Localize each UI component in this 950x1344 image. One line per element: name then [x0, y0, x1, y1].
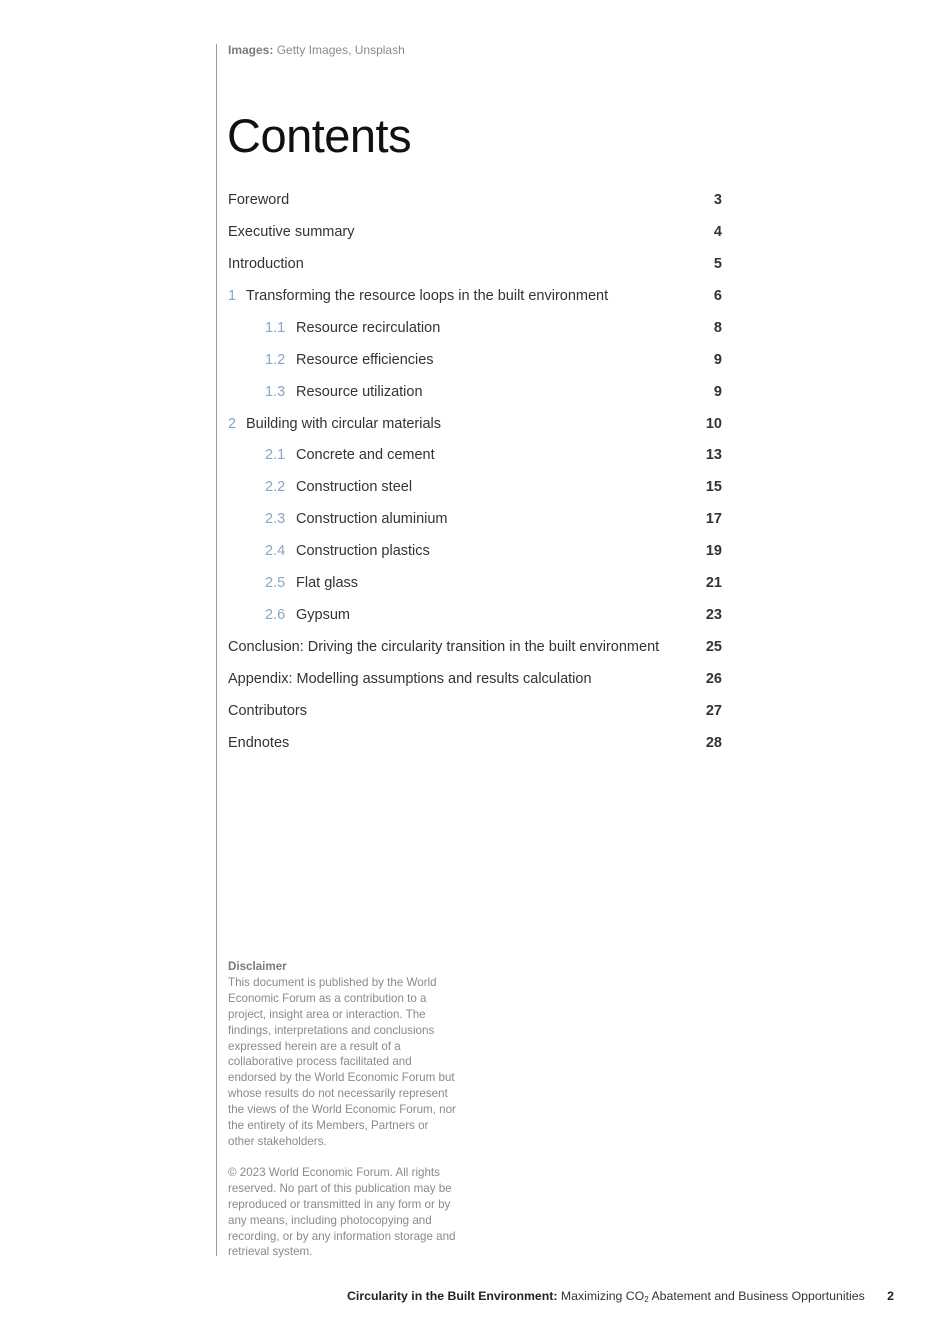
- toc-section-number: 1.3: [265, 383, 286, 400]
- toc-entry-label: Transforming the resource loops in the built environment: [246, 287, 609, 304]
- toc-page-number: 6: [713, 287, 722, 304]
- toc-entry-label-group: [228, 575, 682, 591]
- toc-entry-label: Flat glass: [296, 575, 359, 592]
- toc-section-number: 2.3: [265, 511, 286, 528]
- toc-entry[interactable]: [228, 312, 722, 344]
- toc-page-number: 3: [713, 191, 722, 208]
- toc-entry-label-group: [228, 384, 682, 400]
- toc-entry-label-group: [228, 671, 682, 687]
- toc-entry-label: Endnotes: [228, 734, 290, 751]
- toc-entry-label: Gypsum: [296, 607, 350, 624]
- footer-page-number: 2: [887, 1289, 894, 1303]
- toc-entry-label: Resource recirculation: [296, 319, 441, 336]
- toc-entry-label-group: [228, 703, 682, 719]
- toc-page-number: 21: [705, 575, 722, 592]
- toc-entry[interactable]: [228, 535, 722, 567]
- image-credits-label: Images:: [228, 43, 274, 57]
- toc-entry-label: Construction steel: [296, 479, 413, 496]
- toc-entry[interactable]: [228, 248, 722, 280]
- toc-entry[interactable]: [228, 184, 722, 216]
- toc-section-number: 2.2: [265, 479, 286, 496]
- toc-page-number: 25: [705, 639, 722, 656]
- toc-page-number: 9: [713, 351, 722, 368]
- toc-page-number: 9: [713, 383, 722, 400]
- toc-entry[interactable]: [228, 599, 722, 631]
- toc-page-number: 26: [705, 671, 722, 688]
- page-title: Contents: [227, 109, 412, 162]
- toc-entry-label: Contributors: [228, 702, 307, 719]
- toc-entry-label-group: [228, 639, 682, 655]
- toc-page-number: 10: [705, 415, 722, 432]
- toc-section-number: 2: [228, 415, 237, 432]
- toc-entry[interactable]: [228, 695, 722, 727]
- page-footer: [347, 1289, 894, 1304]
- toc-entry-label-group: [228, 224, 682, 240]
- footer-report-title: Circularity in the Built Environment:: [347, 1289, 558, 1303]
- toc-entry-label: Appendix: Modelling assumptions and results calculation: [228, 671, 592, 688]
- toc-entry[interactable]: [228, 216, 722, 248]
- toc-entry-label-group: [228, 320, 682, 336]
- toc-page-number: 4: [713, 223, 722, 240]
- toc-section-number: 2.4: [265, 543, 286, 560]
- toc-entry[interactable]: [228, 376, 722, 408]
- toc-entry-label-group: [228, 288, 682, 304]
- toc-entry[interactable]: [228, 408, 722, 440]
- toc-section-number: 2.1: [265, 447, 286, 464]
- toc-entry-label: Executive summary: [228, 223, 355, 240]
- toc-entry[interactable]: [228, 631, 722, 663]
- margin-rule: [216, 44, 217, 1256]
- toc-section-number: 1.2: [265, 351, 286, 368]
- toc-section-number: 2.6: [265, 607, 286, 624]
- toc-entry[interactable]: [228, 663, 722, 695]
- toc-entry-label: Resource efficiencies: [296, 351, 434, 368]
- toc-entry-label: Conclusion: Driving the circularity transition in the built environment: [228, 639, 660, 656]
- toc-page-number: 19: [705, 543, 722, 560]
- footer-subtitle-sub: 2: [644, 1295, 649, 1304]
- disclaimer: [228, 959, 456, 1260]
- table-of-contents: [228, 184, 722, 759]
- toc-entry-label-group: [228, 543, 682, 559]
- toc-page-number: 15: [705, 479, 722, 496]
- toc-entry[interactable]: [228, 440, 722, 472]
- disclaimer-body: This document is published by the World Economic Forum as a contribution to a project, insight area or interaction. The findings, interpretations and conclusions expressed herein are a result of a collaborative process facilitated and endorsed by the World Economic Forum but whose results do not necessarily represent the views of the World Economic Forum, nor the entirety of its Members, Partners or other stakeholders.: [228, 975, 456, 1148]
- footer-subtitle-pre: Maximizing CO: [560, 1289, 645, 1303]
- image-credits: [228, 43, 405, 57]
- toc-section-number: 2.5: [265, 575, 286, 592]
- toc-page-number: 13: [705, 447, 722, 464]
- toc-entry-label: Introduction: [228, 255, 304, 272]
- toc-entry-label-group: [228, 192, 682, 208]
- toc-entry[interactable]: [228, 727, 722, 759]
- toc-entry[interactable]: [228, 567, 722, 599]
- toc-entry-label: Foreword: [228, 191, 290, 208]
- toc-entry[interactable]: [228, 280, 722, 312]
- toc-entry-label-group: [228, 416, 682, 432]
- toc-entry-label-group: [228, 352, 682, 368]
- toc-entry-label-group: [228, 447, 682, 463]
- toc-entry-label-group: [228, 607, 682, 623]
- toc-entry-label-group: [228, 735, 682, 751]
- toc-entry-label-group: [228, 479, 682, 495]
- image-credits-text: Getty Images, Unsplash: [276, 43, 405, 57]
- copyright-notice: © 2023 World Economic Forum. All rights reserved. No part of this publication may be reproduced or transmitted in any form or by any means, including photocopying and recording, or by any information storage and retrieval system.: [228, 1165, 456, 1259]
- disclaimer-title: Disclaimer: [228, 960, 287, 973]
- toc-page-number: 5: [713, 255, 722, 272]
- toc-page-number: 8: [713, 319, 722, 336]
- toc-entry-label: Building with circular materials: [246, 415, 442, 432]
- toc-page-number: 28: [705, 734, 722, 751]
- toc-entry[interactable]: [228, 471, 722, 503]
- toc-entry-label: Concrete and cement: [296, 447, 435, 464]
- footer-subtitle-post: Abatement and Business Opportunities: [651, 1289, 865, 1303]
- toc-page-number: 27: [705, 702, 722, 719]
- toc-entry-label-group: [228, 511, 682, 527]
- toc-entry[interactable]: [228, 344, 722, 376]
- toc-section-number: 1.1: [265, 319, 286, 336]
- toc-page-number: 17: [705, 511, 722, 528]
- toc-page-number: 23: [705, 607, 722, 624]
- toc-entry-label: Construction aluminium: [296, 511, 448, 528]
- toc-entry-label-group: [228, 256, 682, 272]
- toc-entry-label: Resource utilization: [296, 383, 423, 400]
- toc-entry[interactable]: [228, 503, 722, 535]
- toc-section-number: 1: [228, 287, 237, 304]
- toc-entry-label: Construction plastics: [296, 543, 430, 560]
